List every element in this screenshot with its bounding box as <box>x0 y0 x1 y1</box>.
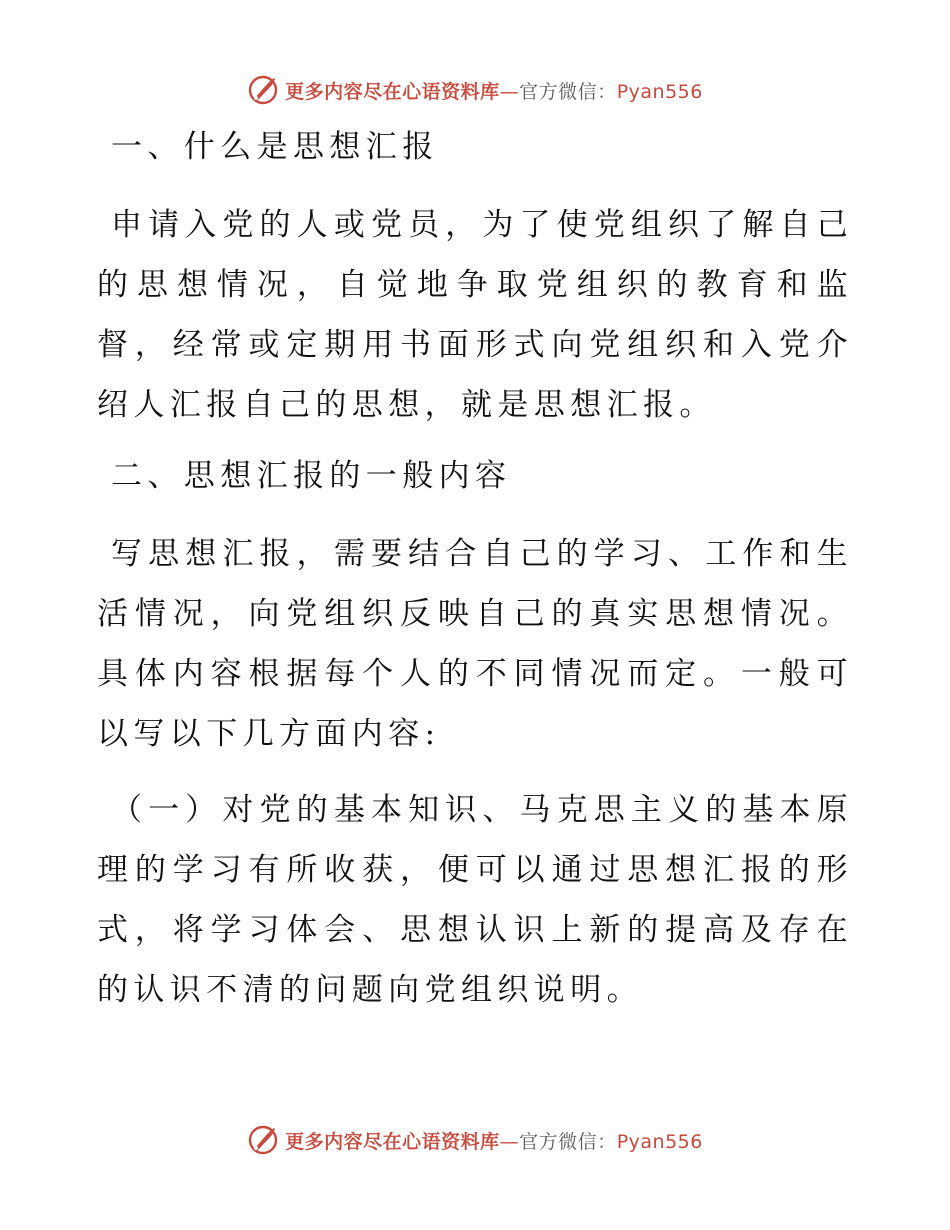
document-body <box>97 122 853 1020</box>
footer-banner <box>0 1120 950 1160</box>
banner-dash: — <box>499 1130 520 1153</box>
banner-wechat-id: Pyan556 <box>616 80 703 103</box>
section-heading-2: 二、思想汇报的一般内容 <box>111 458 512 494</box>
banner-slogan: 更多内容尽在心语资料库 <box>285 1130 500 1153</box>
header-banner <box>0 70 950 110</box>
section-paragraph-2: 写思想汇报，需要结合自己的学习、工作和生活情况，向党组织反映自己的真实思想情况。具体内容根据每个人的不同情况而定。一般可以写以下几方面内容: <box>97 536 853 752</box>
banner-dash: — <box>499 80 520 103</box>
banner-wechat-id: Pyan556 <box>616 1130 703 1153</box>
banner-wechat-label: 官方微信： <box>519 80 617 103</box>
banner-text <box>285 1127 703 1154</box>
section-paragraph-1: 申请入党的人或党员，为了使党组织了解自己的思想情况，自觉地争取党组织的教育和监督，经常或定期用书面形式向党组织和入党介绍人汇报自己的思想，就是思想汇报。 <box>97 207 853 423</box>
banner-slogan: 更多内容尽在心语资料库 <box>285 80 500 103</box>
banner-wechat-label: 官方微信： <box>519 1130 617 1153</box>
list-item-1: （一）对党的基本知识、马克思主义的基本原理的学习有所收获，便可以通过思想汇报的形式，将学习体会、思想认识上新的提高及存在的认识不清的问题向党组织说明。 <box>97 792 853 1008</box>
quill-pen-circle-icon <box>247 1124 279 1156</box>
quill-pen-circle-icon <box>247 74 279 106</box>
banner-text <box>285 77 703 104</box>
section-heading-1: 一、什么是思想汇报 <box>111 129 439 165</box>
